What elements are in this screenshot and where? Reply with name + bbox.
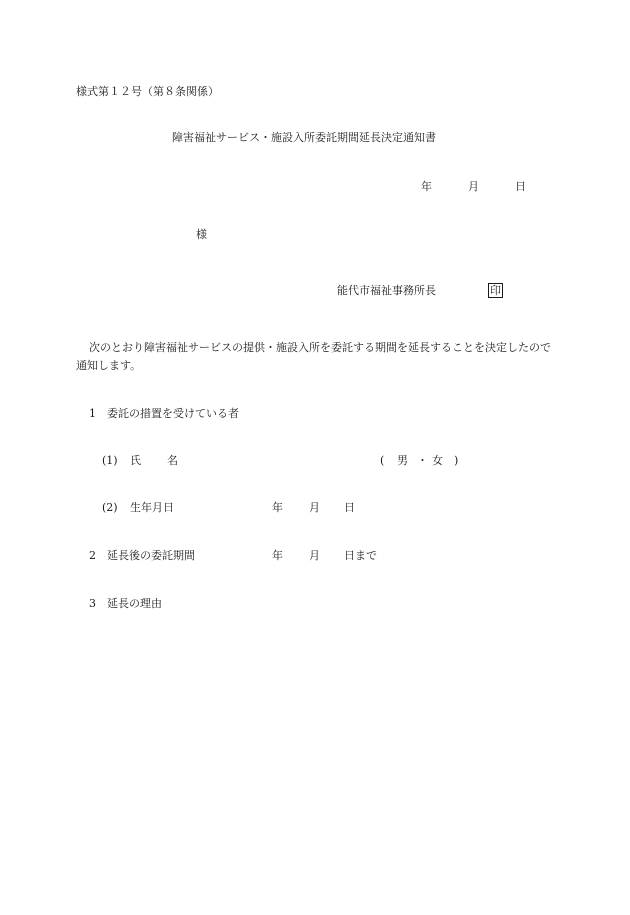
notice-body-text: 次のとおり障害福祉サービスの提供・施設入所を委託する期間を延長することを決定したので通知します。: [76, 341, 551, 372]
item1-sub2-label: 生年月日: [130, 501, 174, 514]
gender-open-paren: (: [380, 454, 385, 467]
item1-sub1-label-b: 名: [167, 454, 178, 467]
date-day-label: 日: [515, 180, 526, 193]
item2-label: 延長後の委託期間: [107, 549, 195, 562]
date-year-label: 年: [421, 180, 432, 193]
item1-label: 委託の措置を受けている者: [107, 407, 239, 420]
period-day-until-label: 日まで: [344, 549, 377, 562]
gender-separator: ・: [417, 454, 428, 467]
gender-male: 男: [397, 454, 408, 467]
item2-number: 2: [89, 549, 96, 562]
period-month-label: 月: [309, 549, 320, 562]
period-year-label: 年: [272, 549, 283, 562]
item1-number: 1: [89, 407, 96, 420]
birth-year-label: 年: [272, 501, 283, 514]
birth-day-label: 日: [344, 501, 355, 514]
addressee-suffix: 様: [196, 228, 207, 241]
item1-sub2-number: (2): [102, 501, 118, 514]
item3-label: 延長の理由: [107, 597, 162, 610]
gender-female: 女: [432, 454, 443, 467]
item1-sub1-number: (1): [102, 454, 118, 467]
issuer-seal: [488, 283, 503, 298]
item3-number: 3: [89, 597, 96, 610]
birth-month-label: 月: [309, 501, 320, 514]
item1-sub1-label-a: 氏: [130, 454, 141, 467]
form-number: 様式第１２号（第８条関係）: [76, 85, 219, 98]
issuer-name: 能代市福祉事務所長: [337, 284, 436, 297]
seal-mark: 印: [490, 284, 501, 297]
gender-close-paren: ): [454, 454, 459, 467]
date-month-label: 月: [468, 180, 479, 193]
document-title: 障害福祉サービス・施設入所委託期間延長決定通知書: [172, 131, 436, 144]
